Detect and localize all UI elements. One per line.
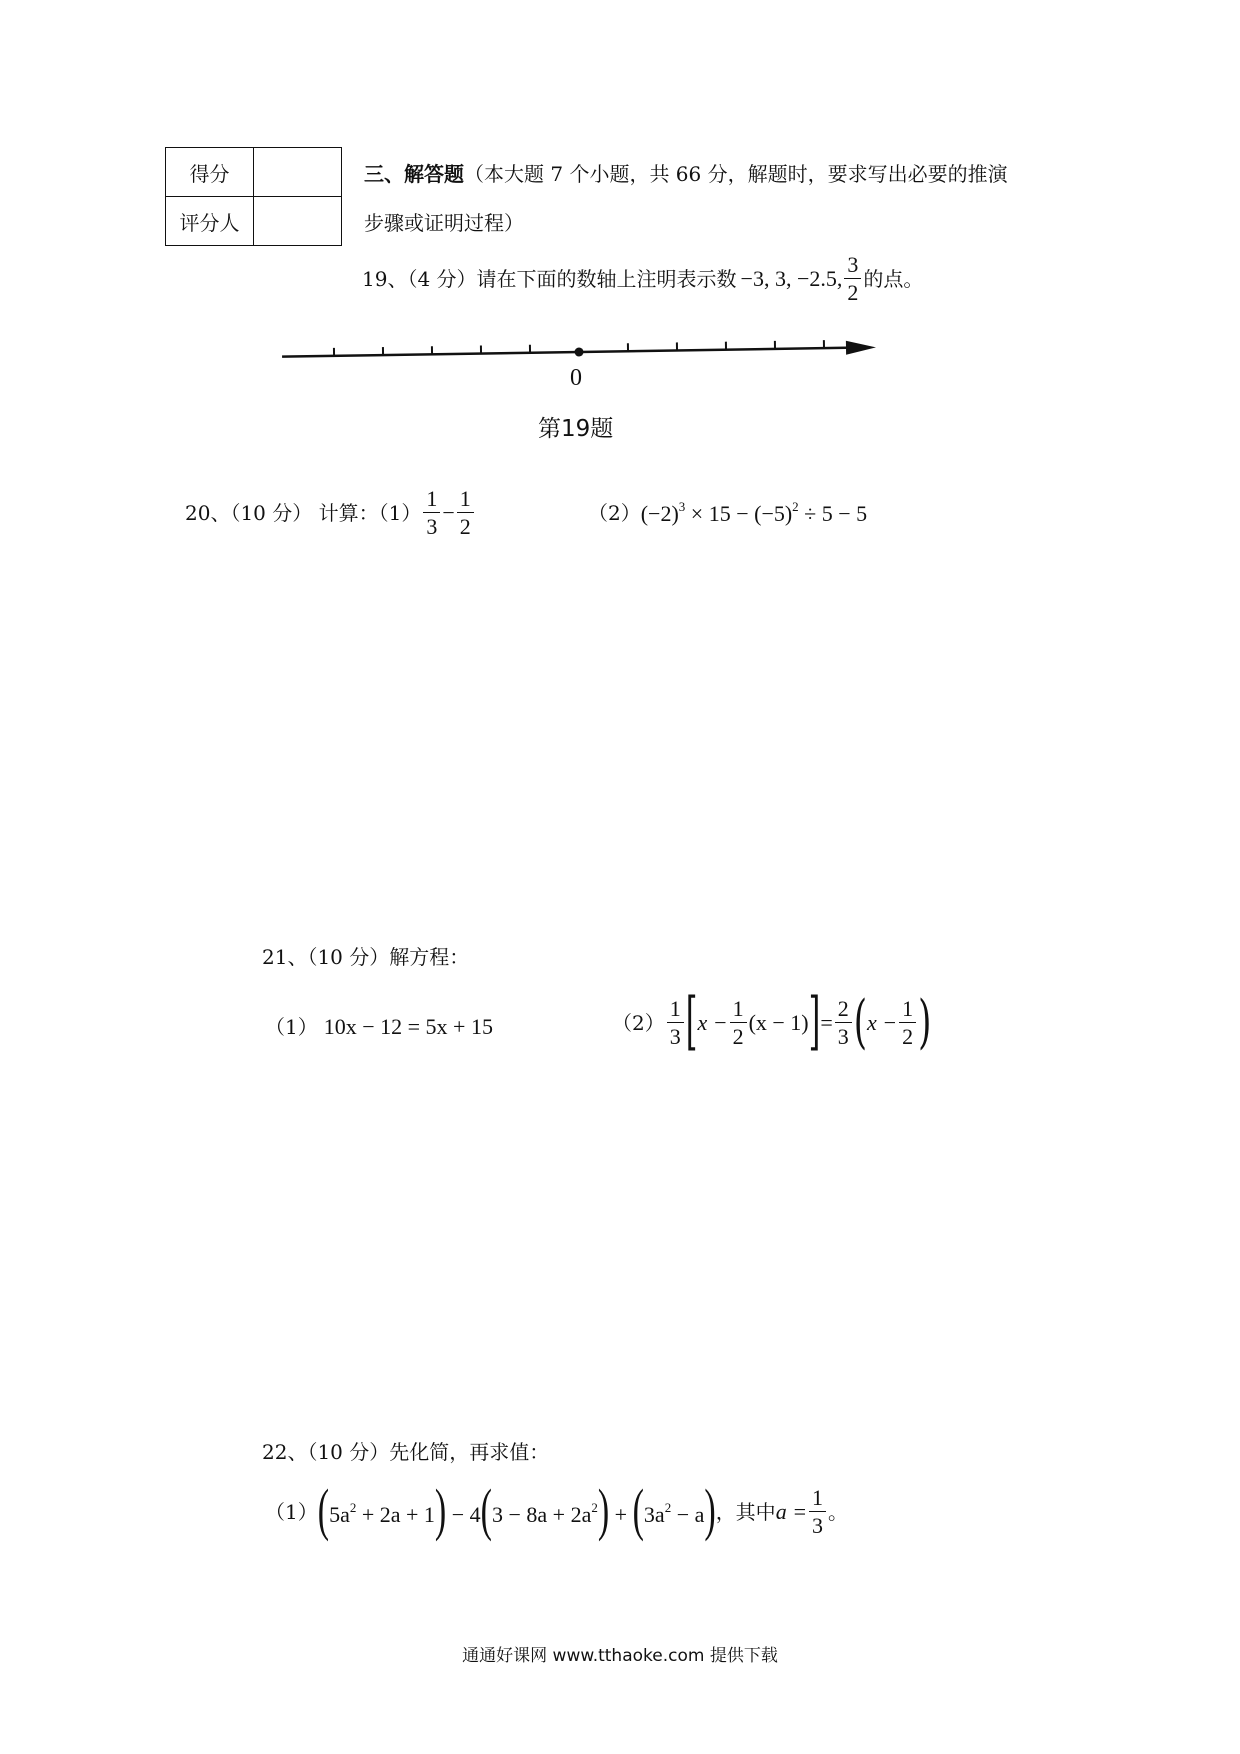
score-box [165, 147, 342, 246]
q21-equals: = [820, 1010, 833, 1035]
q19-tail: 的点。 [863, 267, 924, 291]
page-footer: 通通好课网 www.tthaoke.com 提供下载 [462, 1646, 778, 1666]
origin-label: 0 [570, 365, 582, 391]
q22-expr: $(5a^2 + 2a + 1) - 4(3 - 8a + 2a^2) + (3a^2 - a)$ [317, 1479, 716, 1543]
q20-frac-a: $\frac{1}{3}$ [423, 488, 440, 538]
q20-frac-b: $\frac{1}{2}$ [457, 488, 474, 538]
score-cell[interactable] [254, 148, 342, 197]
question-19 [362, 254, 923, 304]
q22-p1-label: （1） [265, 1500, 318, 1524]
q21-frac-one-half: $\frac{1}{2}$ [730, 998, 747, 1048]
q21-left-paren: ( [853, 989, 868, 1057]
number-line-arrow-icon [846, 340, 876, 354]
q21-left-bracket: [ [685, 985, 698, 1059]
q21-paren-expr: (x − 1) [748, 1010, 809, 1035]
q22-lead: 22、（10 分）先化简，再求值： [262, 1440, 550, 1464]
q20-p2-label: （2） [588, 500, 641, 525]
q21-p2-label: （2） [612, 1011, 665, 1035]
question-20 [185, 488, 476, 538]
origin-point [574, 347, 583, 356]
section-title: 三、解答题 [364, 162, 464, 186]
q22-cond-fraction: $\frac{1}{3}$ [809, 1487, 826, 1537]
grader-label: 评分人 [166, 197, 254, 246]
q21-x-minus: x − [697, 1010, 728, 1035]
q22-part-1 [265, 1479, 849, 1543]
q21-p1-expr: 10x − 12 = 5x + 15 [323, 1014, 493, 1039]
number-line-axis [282, 348, 846, 357]
q21-frac-two-thirds: $\frac{2}{3}$ [835, 998, 852, 1048]
q20-minus: − [442, 500, 455, 525]
q22-cond-var: a = [775, 1499, 808, 1524]
section-desc-2: 步骤或证明过程） [364, 211, 524, 235]
q21-x-minus-2: x − [867, 1010, 898, 1035]
grader-cell[interactable] [254, 197, 342, 246]
section-desc-1: （本大题 7 个小题，共 66 分，解题时，要求写出必要的推演 [464, 162, 1008, 186]
q19-fraction: $\frac{3}{2}$ [844, 254, 861, 304]
score-label: 得分 [166, 148, 254, 197]
q19-numbers: −3, 3, −2.5, [740, 266, 843, 291]
q19-lead: 19、（4 分）请在下面的数轴上注明表示数 [362, 267, 737, 291]
q22-period: 。 [828, 1500, 849, 1524]
q21-right-paren: ) [918, 989, 932, 1057]
q21-right-bracket: ] [808, 985, 821, 1059]
figure-caption: 第19题 [538, 416, 614, 442]
number-line [278, 330, 878, 370]
q21-frac-one-half-2: $\frac{1}{2}$ [899, 998, 916, 1048]
q21-part-1 [265, 1016, 493, 1038]
q21-frac-one-third: $\frac{1}{3}$ [667, 998, 684, 1048]
question-20-part-2 [588, 500, 867, 525]
q22-condition: ，其中 [715, 1500, 776, 1524]
q20-p2-expr: $(-2)^3 \times 15 - (-5)^2 \div 5 - 5$ [640, 499, 868, 526]
q21-lead: 21、（10 分）解方程： [262, 945, 470, 969]
q20-lead: 20、（10 分） 计算：（1） [185, 501, 422, 525]
q21-part-2 [612, 985, 932, 1059]
q21-p1-label: （1） [265, 1015, 318, 1039]
section-heading [364, 164, 1008, 184]
